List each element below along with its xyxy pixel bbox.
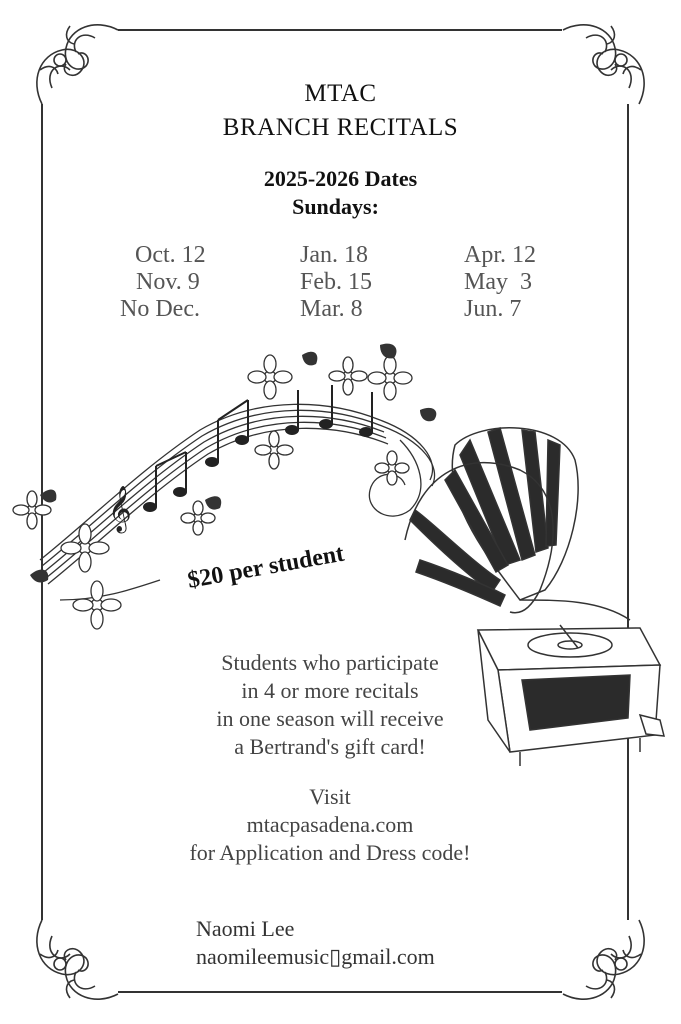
date-col1-1: Oct. 12 <box>135 242 206 268</box>
date-col2-1: Jan. 18 <box>300 242 368 268</box>
website-link[interactable]: mtacpasadena.com <box>246 812 414 837</box>
dates-heading: 2025-2026 Dates <box>263 166 418 191</box>
page-title-line2: BRANCH RECITALS <box>222 114 459 141</box>
price-label: $20 per student <box>185 540 347 594</box>
date-col3-1: Apr. 12 <box>464 242 536 268</box>
day-heading: Sundays: <box>292 194 379 219</box>
visit-line: for Application and Dress code! <box>189 840 471 865</box>
date-col3-2: May 3 <box>464 269 532 295</box>
info-line: in one season will receive <box>216 706 444 731</box>
visit-line: Visit <box>309 784 351 809</box>
date-col2-3: Mar. 8 <box>300 296 363 322</box>
info-line: in 4 or more recitals <box>241 678 419 703</box>
info-line: a Bertrand's gift card! <box>234 734 426 759</box>
info-line: Students who participate <box>221 650 439 675</box>
date-col3-3: Jun. 7 <box>464 296 522 322</box>
page-title-line1: MTAC <box>304 80 377 107</box>
contact-name: Naomi Lee <box>196 916 295 941</box>
contact-email[interactable]: naomileemusic▯gmail.com <box>196 944 435 969</box>
date-col2-2: Feb. 15 <box>300 269 372 295</box>
date-col1-3: No Dec. <box>120 296 200 322</box>
svg-text:𝄞: 𝄞 <box>108 486 132 532</box>
date-col1-2: Nov. 9 <box>136 269 200 295</box>
